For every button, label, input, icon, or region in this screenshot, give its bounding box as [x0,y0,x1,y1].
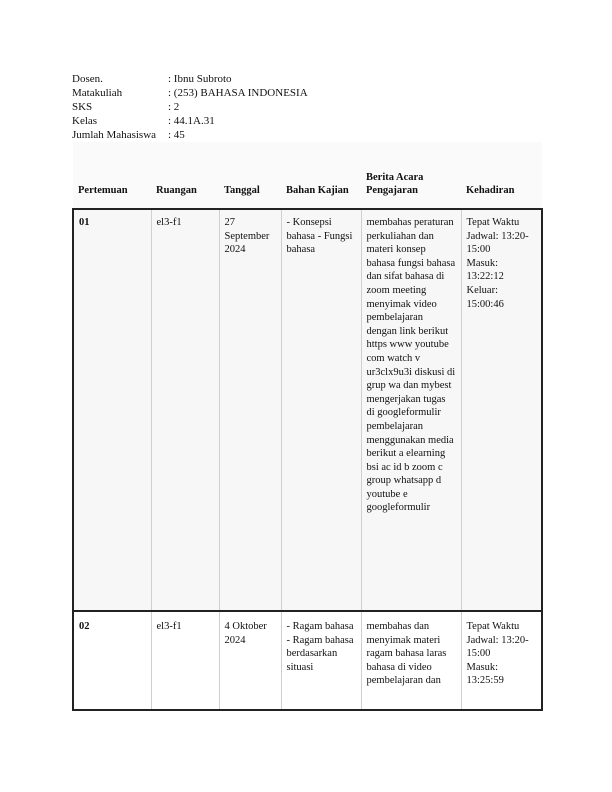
table-row [73,209,542,611]
cell-ruangan: el3-f1 [151,209,219,611]
kehadiran-jadwal: Jadwal: 13:20-15:00 [466,230,529,256]
table-header-row [73,142,542,209]
course-info-header [72,72,308,142]
col-header-berita-acara: Berita Acara Pengajaran [361,142,461,209]
cell-pertemuan: 01 [73,209,151,611]
attendance-table-wrapper [72,142,541,711]
dosen-row [72,72,308,86]
col-header-bahan-kajian: Bahan Kajian [281,142,361,209]
kehadiran-masuk: Masuk: 13:25:59 [466,661,504,687]
col-header-kehadiran: Kehadiran [461,142,542,209]
kehadiran-keluar: Keluar: 15:00:46 [466,284,504,310]
kelas-label: Kelas [72,115,98,127]
cell-pertemuan: 02 [73,611,151,710]
table-row [73,611,542,710]
attendance-table [72,142,543,711]
matakuliah-label: Matakuliah [72,87,123,99]
col-header-pertemuan: Pertemuan [73,142,151,209]
cell-berita-acara: membahas dan menyimak materi ragam bahasa laras bahasa di video pembelajaran dan [361,611,461,710]
cell-tanggal: 27 September 2024 [219,209,281,611]
kehadiran-status: Tepat Waktu [466,217,520,228]
jumlah-mahasiswa-row [72,128,308,142]
kelas-row [72,114,308,128]
cell-kehadiran [461,611,542,710]
col-header-ruangan: Ruangan [151,142,219,209]
sks-value: : 2 [168,101,180,113]
dosen-value: : Ibnu Subroto [168,73,232,85]
cell-bahan-kajian: - Konsepsi bahasa - Fungsi bahasa [281,209,361,611]
sks-label: SKS [72,101,93,113]
kehadiran-masuk: Masuk: 13:22:12 [466,257,504,283]
cell-bahan-kajian: - Ragam bahasa - Ragam bahasa berdasarkan situasi [281,611,361,710]
jumlah-mahasiswa-label: Jumlah Mahasiswa [72,129,157,141]
kehadiran-jadwal: Jadwal: 13:20-15:00 [466,634,529,660]
kehadiran-status: Tepat Waktu [466,621,520,632]
cell-berita-acara: membahas peraturan perkuliahan dan materi konsep bahasa fungsi bahasa dan sifat bahasa di zoom meeting menyimak video pembelajaran dengan link berikut https www youtube com watch v ur3clx9u3i diskusi di grup wa dan mybest mengerjakan tugas di googleformulir pembelajaran menggunakan media berikut a elearning bsi ac id b zoom c group whatsapp d youtube e googleformulir [361,209,461,611]
kelas-value: : 44.1A.31 [168,115,215,127]
sks-row [72,100,308,114]
cell-ruangan: el3-f1 [151,611,219,710]
col-header-tanggal: Tanggal [219,142,281,209]
cell-kehadiran [461,209,542,611]
dosen-label: Dosen. [72,73,103,85]
jumlah-mahasiswa-value: : 45 [168,129,185,141]
cell-tanggal: 4 Oktober 2024 [219,611,281,710]
matakuliah-row [72,86,308,100]
matakuliah-value: : (253) BAHASA INDONESIA [168,87,308,99]
